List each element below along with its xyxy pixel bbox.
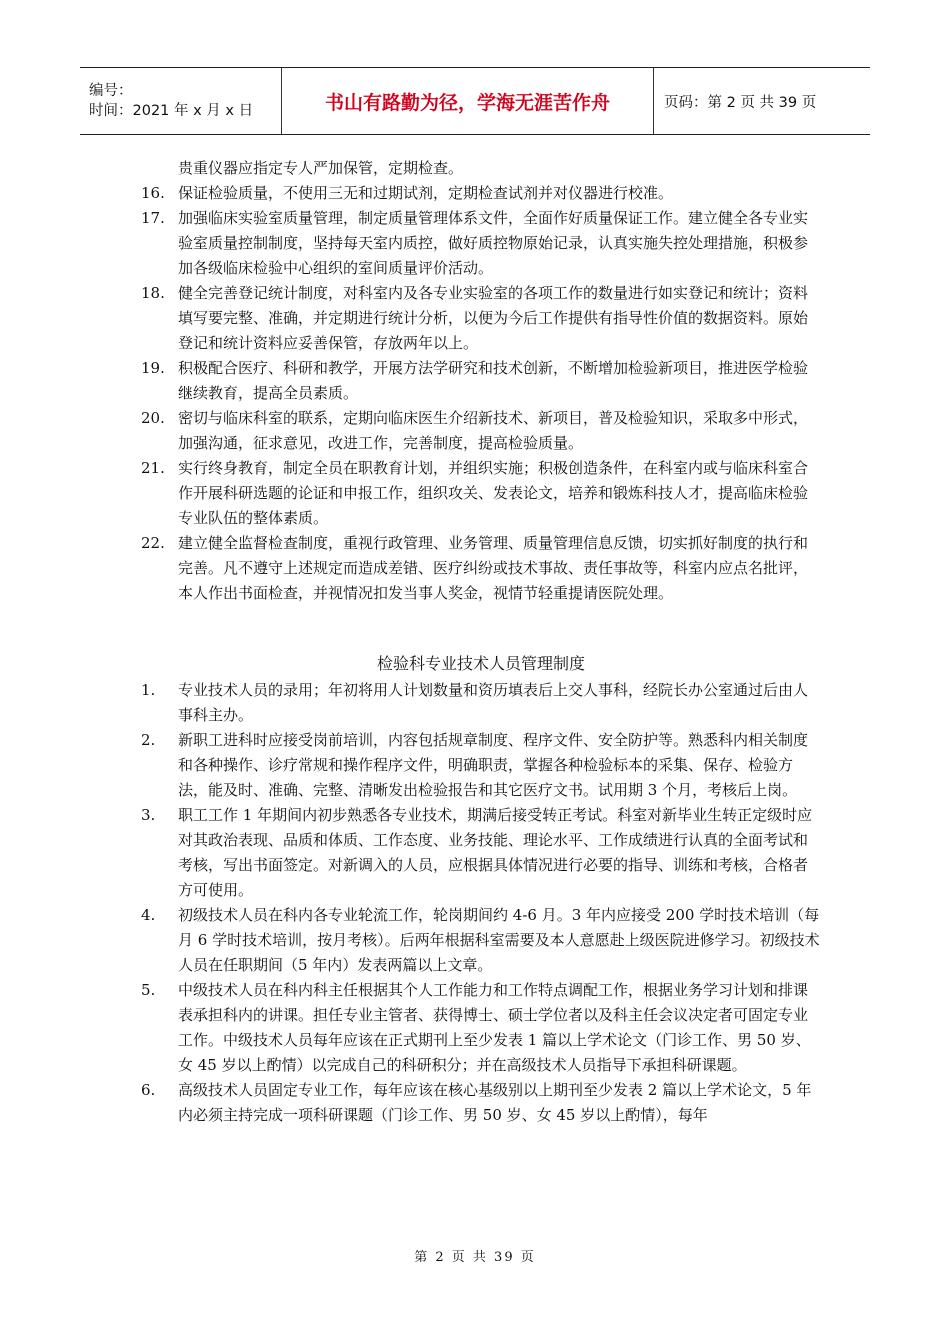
item-number: 3. (141, 806, 156, 824)
item-number: 2. (141, 731, 156, 749)
list-item (141, 206, 821, 281)
page-footer: 第 2 页 共 39 页 (414, 1250, 536, 1265)
header-motto (282, 68, 654, 134)
item-number: 22. (141, 534, 165, 552)
header-meta (80, 68, 282, 134)
item-text: 高级技术人员固定专业工作，每年应该在核心基级别以上期刊至少发表 2 篇以上学术论文，5 年内必须主持完成一项科研课题（门诊工作、男 50 岁、女 45 岁以上酌情），每年 (178, 1081, 812, 1124)
date-label: 时间：2021 年 x 月 x 日 (89, 103, 254, 119)
item-number: 19. (141, 359, 165, 377)
item-text: 职工工作 1 年期间内初步熟悉各专业技术，期满后接受转正考试。科室对新毕业生转正定级时应对其政治表现、品质和体质、工作态度、业务技能、理论水平、工作成绩进行认真的全面考试和考核，写出书面签定。对新调入的人员，应根据具体情况进行必要的指导、训练和考核，合格者方可使用。 (178, 806, 813, 899)
list-item (141, 356, 821, 406)
continuation-text: 贵重仪器应指定专人严加保管，定期检查。 (178, 159, 464, 177)
item-number: 21. (141, 459, 165, 477)
list-item (141, 1078, 821, 1128)
item-text: 初级技术人员在科内各专业轮流工作，轮岗期间约 4-6 月。3 年内应接受 200 学时技术培训（每月 6 学时技术培训，按月考核）。后两年根据科室需要及本人意愿赴上级医院进修学习。初级技术人员在任职期间（5 年内）发表两篇以上文章。 (178, 906, 820, 974)
item-number: 17. (141, 209, 165, 227)
item-text: 建立健全监督检查制度，重视行政管理、业务管理、质量管理信息反馈，切实抓好制度的执行和完善。凡不遵守上述规定而造成差错、医疗纠纷或技术事故、责任事故等，科室内应点名批评，本人作出书面检查，并视情况扣发当事人奖金，视情节轻重提请医院处理。 (178, 534, 809, 602)
section-title: 检验科专业技术人员管理制度 (376, 654, 585, 673)
item-text: 专业技术人员的录用；年初将用人计划数量和资历填表后上交人事科，经院长办公室通过后由人事科主办。 (178, 681, 809, 724)
item-number: 20. (141, 409, 165, 427)
list-item (141, 978, 821, 1078)
item-text: 新职工进科时应接受岗前培训，内容包括规章制度、程序文件、安全防护等。熟悉科内相关制度和各种操作、诊疗常规和操作程序文件，明确职责，掌握各种检验标本的采集、保存、检验方法，能及时、准确、完整、清晰发出检验报告和其它医疗文书。试用期 3 个月，考核后上岗。 (178, 731, 809, 799)
list-item (141, 803, 821, 903)
item-text: 健全完善登记统计制度，对科室内及各专业实验室的各项工作的数量进行如实登记和统计；资料填写要完整、准确，并定期进行统计分析，以便为今后工作提供有指导性价值的数据资料。原始登记和统计资料应妥善保管，存放两年以上。 (178, 284, 809, 352)
list-item (141, 728, 821, 803)
item-number: 1. (141, 681, 156, 699)
list-item (141, 903, 821, 978)
item-number: 16. (141, 184, 165, 202)
item-text: 密切与临床科室的联系，定期向临床医生介绍新技术、新项目，普及检验知识，采取多中形式，加强沟通，征求意见，改进工作，完善制度，提高检验质量。 (178, 409, 809, 452)
list-item (141, 678, 821, 728)
item-number: 18. (141, 284, 165, 302)
item-text: 积极配合医疗、科研和教学，开展方法学研究和技术创新，不断增加检验新项目，推进医学检验继续教育，提高全员素质。 (178, 359, 809, 402)
list-item (141, 181, 821, 206)
item-number: 5. (141, 981, 156, 999)
page-info-text: 页码：第 2 页 共 39 页 (664, 94, 817, 111)
item-number: 4. (141, 906, 156, 924)
list-item (141, 531, 821, 606)
code-label: 编号： (89, 83, 133, 99)
item-text: 加强临床实验室质量管理，制定质量管理体系文件，全面作好质量保证工作。建立健全各专业实验室质量控制制度，坚持每天室内质控，做好质控物原始记录，认真实施失控处理措施，积极参加各级临床检验中心组织的室间质量评价活动。 (178, 209, 809, 277)
list-item (141, 456, 821, 531)
list-item (141, 406, 821, 456)
item-text: 中级技术人员在科内科主任根据其个人工作能力和工作特点调配工作，根据业务学习计划和排课表承担科内的讲课。担任专业主管者、获得博士、硕士学位者以及科主任会议决定者可固定专业工作。中级技术人员每年应该在正式期刊上至少发表 1 篇以上学术论文（门诊工作、男 50 岁、女 45 岁以上酌情）以完成自己的科研积分；并在高级技术人员指导下承担科研课题。 (178, 981, 811, 1074)
motto-text: 书山有路勤为径，学海无涯苦作舟 (324, 91, 610, 114)
document-body (141, 156, 821, 1128)
header-page-info (654, 68, 870, 134)
item-number: 6. (141, 1081, 156, 1099)
list-item (141, 281, 821, 356)
item-text: 保证检验质量，不使用三无和过期试剂，定期检查试剂并对仪器进行校准。 (178, 184, 674, 202)
item-text: 实行终身教育，制定全员在职教育计划，并组织实施；积极创造条件，在科室内或与临床科室合作开展科研选题的论证和申报工作，组织攻关、发表论文，培养和锻炼科技人才，提高临床检验专业队伍的整体素质。 (178, 459, 809, 527)
page-header (80, 67, 870, 135)
